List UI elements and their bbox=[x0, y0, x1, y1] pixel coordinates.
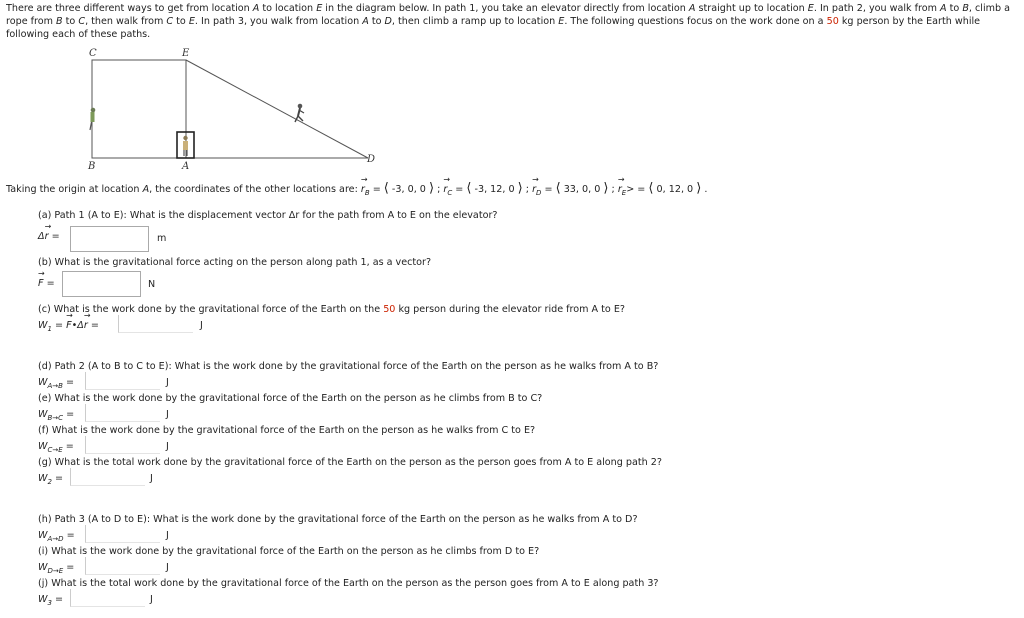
unit-f: J bbox=[166, 441, 169, 452]
ramp-line bbox=[186, 60, 368, 158]
rope-climber-icon bbox=[90, 108, 95, 130]
unit-j: J bbox=[150, 594, 153, 605]
rope-and-elevator-outline bbox=[92, 60, 186, 158]
answer-f-input[interactable] bbox=[85, 436, 160, 454]
unit-b: N bbox=[148, 279, 156, 290]
question-e: (e) What is the work done by the gravitational force of the Earth on the person as he climbs from B to C? bbox=[38, 393, 543, 404]
label-wbc: $W_{B\to C}$ = bbox=[38, 409, 75, 422]
answer-j-input[interactable] bbox=[70, 589, 145, 607]
question-j: (j) What is the total work done by the gravitational force of the Earth on the person as the person goes from A to E along path 3? bbox=[38, 578, 659, 589]
unit-a: m bbox=[157, 233, 167, 244]
question-a: (a) Path 1 (A to E): What is the displacement vector Δr for the path from A to E on the elevator? bbox=[38, 210, 498, 221]
label-w3: $W_3$ = bbox=[38, 594, 64, 607]
label-wde: $W_{D\to E}$ = bbox=[38, 562, 75, 575]
label-w2: $W_2$ = bbox=[38, 473, 64, 486]
unit-d: J bbox=[166, 377, 169, 388]
intro-paragraph: There are three different ways to get from location A to location E in the diagram below. In path 1, you take an elevator directly from location A straight up to location E. In path 2, you walk from A to B, climb a rope from B to C, then walk from C to E. In path 3, you walk from location A to D, then climb a ramp up to location E. The following questions focus on the work done on a 50 kg person by the Earth while following each of these paths. bbox=[6, 3, 1010, 40]
label-f-vector: → F = bbox=[38, 278, 55, 289]
label-delta-r: Δ→ r = bbox=[38, 231, 60, 242]
answer-e-input[interactable] bbox=[85, 404, 160, 422]
label-e: E bbox=[182, 48, 190, 59]
question-h: (h) Path 3 (A to D to E): What is the work done by the gravitational force of the Earth on the person as he walks from A to D? bbox=[38, 514, 638, 525]
label-wad: $W_{A\to D}$ = bbox=[38, 530, 75, 543]
question-i: (i) What is the work done by the gravitational force of the Earth on the person as he climbs from D to E? bbox=[38, 546, 540, 557]
unit-c: J bbox=[200, 320, 203, 331]
paths-diagram bbox=[0, 44, 400, 176]
answer-i-input[interactable] bbox=[85, 557, 160, 575]
question-b: (b) What is the gravitational force acting on the person along path 1, as a vector? bbox=[38, 257, 432, 268]
answer-h-input[interactable] bbox=[85, 525, 160, 543]
answer-d-input[interactable] bbox=[85, 372, 160, 390]
unit-g: J bbox=[150, 473, 153, 484]
label-a: A bbox=[182, 161, 190, 172]
answer-a-input[interactable] bbox=[70, 226, 149, 252]
unit-e: J bbox=[166, 409, 169, 420]
label-c: C bbox=[89, 48, 97, 59]
coordinates-line: Taking the origin at location A, the coordinates of the other locations are: → $r_B$ = ⟨ -3, 0, 0 ⟩ ; → $r_C$ = ⟨ -3, 12, 0 ⟩ ; → $r_D$ = ⟨ 33, 0, 0 ⟩ ; → $r_E>$ = ⟨ 0, 12, 0 ⟩ . bbox=[6, 181, 707, 197]
answer-b-input[interactable] bbox=[62, 271, 141, 297]
label-d: D bbox=[367, 154, 376, 165]
mass-value: 50 bbox=[826, 16, 839, 27]
label-wab: $W_{A\to B}$ = bbox=[38, 377, 75, 390]
label-wce: $W_{C\to E}$ = bbox=[38, 441, 74, 454]
question-f: (f) What is the work done by the gravitational force of the Earth on the person as he walks from C to E? bbox=[38, 425, 536, 436]
label-w1: $W_1$ = → F•Δ→ r = bbox=[38, 320, 99, 333]
question-g: (g) What is the total work done by the gravitational force of the Earth on the person as the person goes from A to E along path 2? bbox=[38, 457, 662, 468]
answer-g-input[interactable] bbox=[70, 468, 145, 486]
answer-c-input[interactable] bbox=[118, 315, 193, 333]
unit-i: J bbox=[166, 562, 169, 573]
label-b: B bbox=[88, 161, 96, 172]
ramp-walker-icon bbox=[295, 104, 304, 122]
unit-h: J bbox=[166, 530, 169, 541]
question-d: (d) Path 2 (A to B to C to E): What is the work done by the gravitational force of the Earth on the person as he walks from A to B? bbox=[38, 361, 659, 372]
question-c: (c) What is the work done by the gravitational force of the Earth on the 50 kg person during the elevator ride from A to E? bbox=[38, 304, 626, 315]
